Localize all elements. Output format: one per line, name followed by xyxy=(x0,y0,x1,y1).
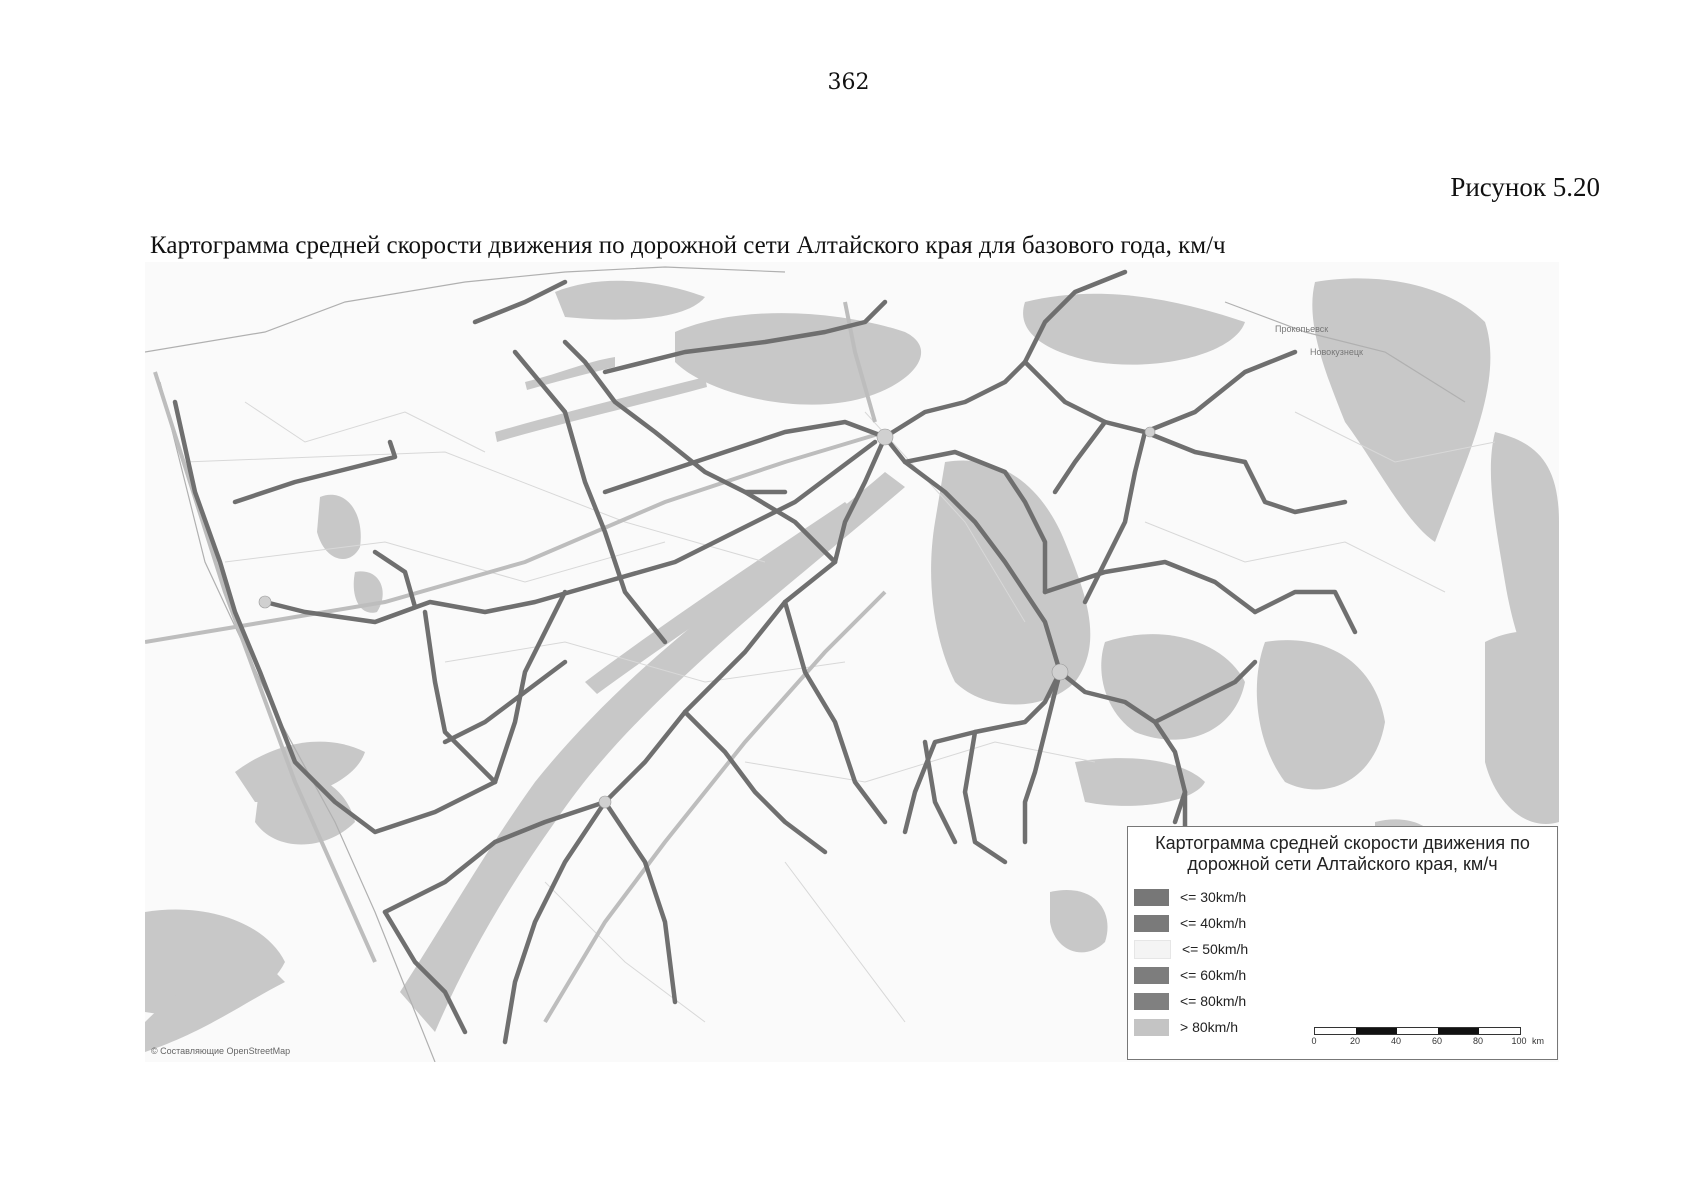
main-road xyxy=(1245,462,1345,512)
scale-bar xyxy=(1311,1027,1552,1051)
city-marker xyxy=(1052,664,1068,680)
scale-tick: 20 xyxy=(1349,1036,1361,1046)
minor-road xyxy=(225,542,665,582)
legend-item xyxy=(1134,884,1557,910)
fast-road xyxy=(145,432,885,642)
scale-segment xyxy=(1356,1028,1397,1034)
main-road xyxy=(425,612,495,782)
page-number: 362 xyxy=(827,70,870,95)
legend-label: <= 80km/h xyxy=(1180,993,1247,1009)
scale-tick: 0 xyxy=(1311,1036,1317,1046)
figure-label: Рисунок 5.20 xyxy=(1450,172,1600,202)
legend-label: <= 40km/h xyxy=(1180,915,1247,931)
figure-title: Картограмма средней скорости движения по дорожной сети Алтайского края для базового года, км/ч xyxy=(150,232,1226,259)
city-marker xyxy=(599,796,611,808)
legend-item xyxy=(1134,962,1557,988)
main-road xyxy=(605,802,675,1002)
main-road xyxy=(785,602,885,822)
main-road xyxy=(1255,592,1355,632)
scale-segment xyxy=(1479,1028,1520,1034)
legend-swatch xyxy=(1134,940,1171,959)
scale-segment xyxy=(1397,1028,1438,1034)
main-road xyxy=(965,732,1005,862)
river-valley xyxy=(585,502,857,694)
place-label-novokuznetsk: Новокузнецк xyxy=(1310,347,1363,357)
legend-title: Картограмма средней скорости движения по дорожной сети Алтайского края, км/ч xyxy=(1155,833,1530,874)
scale-segment xyxy=(1438,1028,1479,1034)
main-road xyxy=(1145,352,1295,432)
minor-road xyxy=(545,882,705,1022)
legend-label: <= 50km/h xyxy=(1182,941,1249,957)
scale-tick: 80 xyxy=(1472,1036,1484,1046)
legend-item xyxy=(1134,988,1557,1014)
forest-patch xyxy=(675,313,921,405)
legend-label: <= 30km/h xyxy=(1180,889,1247,905)
forest-patch xyxy=(555,281,705,320)
scale-tick: 40 xyxy=(1390,1036,1402,1046)
scale-ticks xyxy=(1311,1035,1552,1047)
legend-label: > 80km/h xyxy=(1180,1019,1238,1035)
main-road xyxy=(1025,362,1245,462)
legend-swatch xyxy=(1134,993,1169,1010)
forest-patch xyxy=(1023,294,1245,365)
scale-tick: 60 xyxy=(1431,1036,1443,1046)
minor-road xyxy=(785,862,905,1022)
main-road xyxy=(1055,422,1105,492)
scale-tick: 100 xyxy=(1511,1036,1527,1046)
legend-item xyxy=(1134,910,1557,936)
place-label-prokopyevsk: Прокопьевск xyxy=(1275,324,1329,334)
forest-patch xyxy=(1485,632,1559,824)
city-marker xyxy=(1145,427,1155,437)
osm-attribution[interactable]: © Составляющие OpenStreetMap xyxy=(151,1046,291,1056)
map-legend xyxy=(1127,826,1558,1060)
scale-segment xyxy=(1315,1028,1356,1034)
legend-items xyxy=(1128,884,1557,1040)
minor-road xyxy=(245,402,485,452)
main-road xyxy=(605,422,885,492)
minor-road xyxy=(1145,522,1445,592)
legend-swatch xyxy=(1134,1019,1169,1036)
main-road xyxy=(475,282,565,322)
city-marker xyxy=(877,429,893,445)
main-road xyxy=(235,442,395,502)
legend-swatch xyxy=(1134,889,1169,906)
scale-bar-segments xyxy=(1314,1027,1521,1035)
legend-swatch xyxy=(1134,967,1169,984)
main-road xyxy=(445,662,565,742)
main-road xyxy=(925,742,955,842)
scale-unit: km xyxy=(1532,1036,1544,1046)
legend-swatch xyxy=(1134,915,1169,932)
legend-item xyxy=(1134,936,1557,962)
forest-patch xyxy=(1050,890,1108,952)
forest-patch xyxy=(1257,640,1385,789)
legend-label: <= 60km/h xyxy=(1180,967,1247,983)
city-marker xyxy=(259,596,271,608)
